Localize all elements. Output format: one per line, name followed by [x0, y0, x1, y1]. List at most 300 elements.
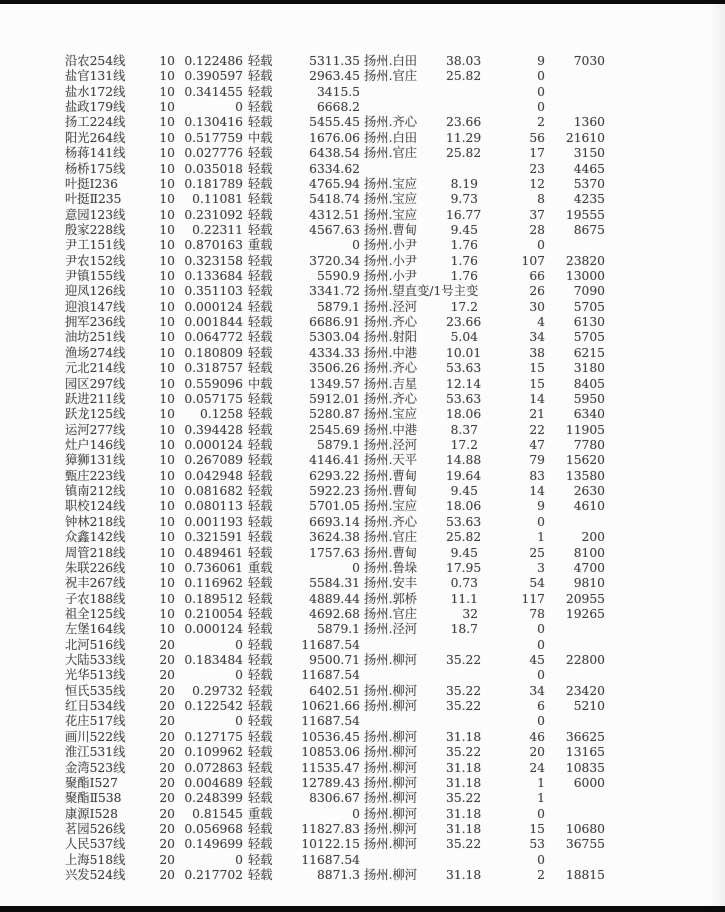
energy-value: 3415.5 — [316, 84, 360, 99]
substation-location: 扬州.吉星 — [364, 376, 418, 391]
capacity-value: 9810 — [573, 576, 605, 591]
load-status: 轻载 — [248, 407, 273, 422]
line-name: 人民537线 — [65, 837, 126, 852]
capacity-value: 4235 — [573, 192, 605, 207]
line-name: 跃进211线 — [65, 391, 126, 406]
voltage-kv: 10 — [159, 591, 175, 606]
line-name: 兴发524线 — [65, 868, 126, 883]
load-status: 轻载 — [248, 668, 273, 683]
location-value: 31.18 — [446, 760, 482, 775]
energy-value: 4692.68 — [309, 606, 360, 621]
energy-value: 5879.1 — [316, 622, 360, 637]
count-value: 15 — [529, 821, 545, 836]
location-value: 8.37 — [450, 422, 478, 437]
load-status: 轻载 — [248, 821, 273, 836]
table-row — [65, 361, 610, 376]
load-status: 轻载 — [248, 284, 273, 299]
capacity-value: 13165 — [565, 745, 605, 760]
substation-location: 扬州.小尹 — [364, 269, 418, 284]
table-row — [65, 530, 610, 545]
line-name: 杨蒋141线 — [65, 146, 126, 161]
substation-location — [360, 162, 446, 177]
capacity-value — [545, 100, 605, 115]
line-name: 朱联226线 — [65, 560, 126, 575]
substation-location: 扬州.泾河 — [364, 299, 418, 314]
voltage-kv: 20 — [159, 760, 175, 775]
energy-value: 11687.54 — [301, 637, 360, 652]
count-value: 30 — [529, 299, 545, 314]
load-status: 轻载 — [248, 745, 273, 760]
load-status: 轻载 — [248, 192, 273, 207]
substation-location: 扬州.官庄 — [364, 530, 418, 545]
capacity-value: 18815 — [565, 868, 605, 883]
capacity-value: 200 — [581, 530, 605, 545]
location-value: 1.76 — [450, 253, 478, 268]
load-status: 轻载 — [248, 760, 273, 775]
energy-value: 5455.45 — [309, 115, 360, 130]
load-status: 轻载 — [248, 499, 273, 514]
loss-rate: 0.056968 — [184, 821, 243, 836]
count-value: 0 — [537, 84, 545, 99]
table-row — [65, 638, 610, 653]
capacity-value: 4610 — [573, 499, 605, 514]
location-value — [446, 100, 478, 115]
load-status: 轻载 — [248, 683, 273, 698]
load-status: 轻载 — [248, 146, 273, 161]
location-value: 9.45 — [450, 545, 478, 560]
energy-value: 5584.31 — [309, 576, 360, 591]
line-name: 光华513线 — [65, 668, 126, 683]
voltage-kv: 10 — [159, 407, 175, 422]
table-row — [65, 868, 610, 883]
loss-rate: 0.027776 — [184, 146, 243, 161]
capacity-value: 20955 — [565, 591, 605, 606]
table-row — [65, 85, 610, 100]
capacity-value: 15620 — [565, 453, 605, 468]
count-value: 4 — [537, 315, 545, 330]
capacity-value — [545, 622, 605, 637]
line-name: 众鑫142线 — [65, 530, 126, 545]
table-row — [65, 223, 610, 238]
load-status: 重载 — [248, 238, 273, 253]
substation-location: 扬州.白田 — [364, 130, 418, 145]
substation-location: 扬州.柳河 — [364, 821, 418, 836]
substation-location: 扬州.柳河 — [364, 653, 418, 668]
line-name: 左堡164线 — [65, 622, 126, 637]
energy-value: 10536.45 — [301, 729, 360, 744]
count-value: 78 — [529, 606, 545, 621]
location-value: 53.63 — [446, 391, 482, 406]
location-value: 35.22 — [446, 745, 482, 760]
loss-rate: 0.341455 — [184, 84, 243, 99]
location-value: 11.1 — [450, 591, 478, 606]
count-value: 0 — [537, 514, 545, 529]
load-status: 轻载 — [248, 161, 273, 176]
voltage-kv: 10 — [159, 130, 175, 145]
line-name: 祖全125线 — [65, 606, 126, 621]
count-value: 0 — [537, 852, 545, 867]
substation-location: 扬州.安丰 — [364, 576, 418, 591]
voltage-kv: 20 — [159, 868, 175, 883]
substation-location — [360, 853, 446, 868]
load-status: 轻载 — [248, 868, 273, 883]
line-name: 北河516线 — [65, 637, 126, 652]
energy-value: 6438.54 — [309, 146, 360, 161]
count-value: 14 — [529, 484, 545, 499]
substation-location: 扬州.柳河 — [364, 868, 418, 883]
table-row — [65, 807, 610, 822]
line-name: 叶挺Ⅱ235 — [65, 192, 122, 207]
table-row — [65, 146, 610, 161]
location-value: 5.04 — [450, 330, 478, 345]
voltage-kv: 10 — [159, 468, 175, 483]
table-row — [65, 162, 610, 177]
location-value: 17.2 — [450, 299, 478, 314]
voltage-kv: 20 — [159, 683, 175, 698]
energy-value: 5701.05 — [309, 499, 360, 514]
energy-value: 4567.63 — [309, 222, 360, 237]
energy-value: 5303.04 — [309, 330, 360, 345]
capacity-value — [545, 853, 605, 868]
location-value: 35.22 — [446, 791, 482, 806]
load-status: 轻载 — [248, 514, 273, 529]
capacity-value: 6000 — [573, 775, 605, 790]
energy-value: 3720.34 — [309, 253, 360, 268]
energy-value: 4334.33 — [309, 345, 360, 360]
energy-value: 11827.83 — [301, 821, 360, 836]
substation-location: 扬州.鲁垛 — [364, 560, 418, 575]
loss-rate: 0.133684 — [184, 269, 243, 284]
voltage-kv: 10 — [159, 69, 175, 84]
energy-value: 1676.06 — [309, 130, 360, 145]
count-value: 37 — [529, 207, 545, 222]
load-status: 轻载 — [248, 391, 273, 406]
count-value: 26 — [529, 284, 545, 299]
load-status: 轻载 — [248, 361, 273, 376]
load-status: 轻载 — [248, 84, 273, 99]
count-value: 0 — [537, 100, 545, 115]
line-name: 沿农254线 — [65, 54, 126, 68]
voltage-kv: 10 — [159, 391, 175, 406]
count-value: 14 — [529, 391, 545, 406]
loss-rate: 0.116962 — [184, 576, 243, 591]
substation-location: 扬州.柳河 — [364, 775, 418, 790]
substation-location: 扬州.小尹 — [364, 253, 418, 268]
load-status: 重载 — [248, 560, 273, 575]
table-row — [65, 330, 610, 345]
substation-location — [360, 668, 446, 683]
table-row — [65, 714, 610, 729]
table-row — [65, 69, 610, 84]
loss-rate: 0.189512 — [184, 591, 243, 606]
energy-value: 4146.41 — [309, 453, 360, 468]
count-value: 17 — [529, 146, 545, 161]
count-value: 0 — [537, 238, 545, 253]
substation-location — [360, 100, 446, 115]
line-name: 尹工151线 — [65, 238, 126, 253]
table-row — [65, 131, 610, 146]
load-status: 轻载 — [248, 222, 273, 237]
capacity-value: 5370 — [573, 176, 605, 191]
line-name: 拥军236线 — [65, 315, 126, 330]
count-value: 54 — [529, 576, 545, 591]
count-value: 2 — [537, 115, 545, 130]
table-row — [65, 54, 610, 69]
table-row — [65, 284, 610, 299]
location-value: 23.66 — [446, 115, 482, 130]
load-status: 轻载 — [248, 591, 273, 606]
count-value: 3 — [537, 560, 545, 575]
energy-value: 1757.63 — [309, 545, 360, 560]
voltage-kv: 10 — [159, 222, 175, 237]
voltage-kv: 10 — [159, 545, 175, 560]
table-row — [65, 238, 610, 253]
substation-location: 扬州.曹甸 — [364, 222, 418, 237]
substation-location: 扬州.小尹 — [364, 238, 418, 253]
energy-value: 5311.35 — [309, 54, 360, 68]
loss-rate: 0.29732 — [192, 683, 243, 698]
count-value: 45 — [529, 653, 545, 668]
table-row — [65, 115, 610, 130]
line-name: 元北214线 — [65, 361, 126, 376]
loss-rate: 0.130416 — [184, 115, 243, 130]
load-status: 轻载 — [248, 484, 273, 499]
line-name: 跃龙125线 — [65, 407, 126, 422]
loss-rate: 0.122486 — [184, 54, 243, 68]
line-name: 钟林218线 — [65, 514, 126, 529]
count-value: 6 — [537, 699, 545, 714]
loss-rate: 0 — [235, 852, 243, 867]
table-row — [65, 423, 610, 438]
table-row — [65, 100, 610, 115]
voltage-kv: 10 — [159, 192, 175, 207]
energy-value: 11535.47 — [301, 760, 360, 775]
location-value: 25.82 — [446, 530, 482, 545]
table-row — [65, 407, 610, 422]
table-row — [65, 730, 610, 745]
substation-location: 扬州.柳河 — [364, 837, 418, 852]
location-value: 0.73 — [450, 576, 478, 591]
load-status: 轻载 — [248, 345, 273, 360]
scan-edge-bottom-bar — [0, 906, 725, 912]
capacity-value: 7780 — [573, 437, 605, 452]
voltage-kv: 10 — [159, 345, 175, 360]
voltage-kv: 20 — [159, 791, 175, 806]
loss-rate: 0 — [235, 100, 243, 115]
line-name: 殷家228线 — [65, 222, 126, 237]
substation-location: 扬州.柳河 — [364, 791, 418, 806]
substation-location: 扬州.齐心 — [364, 514, 418, 529]
location-value: 17.2 — [450, 437, 478, 452]
capacity-value: 2630 — [573, 484, 605, 499]
energy-value: 4889.44 — [309, 591, 360, 606]
location-value: 25.82 — [446, 69, 482, 84]
load-status: 轻载 — [248, 207, 273, 222]
energy-value: 11687.54 — [301, 668, 360, 683]
loss-rate: 0 — [235, 637, 243, 652]
line-name: 迎浪147线 — [65, 299, 126, 314]
location-value: 53.63 — [446, 361, 482, 376]
line-name: 灶户146线 — [65, 437, 126, 452]
energy-value: 3341.72 — [309, 284, 360, 299]
load-status: 轻载 — [248, 330, 273, 345]
location-value: 32 — [462, 606, 478, 621]
loss-rate: 0.210054 — [184, 606, 243, 621]
energy-value: 10122.15 — [301, 837, 360, 852]
loss-rate: 0.035018 — [184, 161, 243, 176]
voltage-kv: 20 — [159, 653, 175, 668]
count-value: 2 — [537, 868, 545, 883]
voltage-kv: 10 — [159, 376, 175, 391]
capacity-value: 10680 — [565, 821, 605, 836]
location-value: 14.88 — [446, 453, 482, 468]
load-status: 轻载 — [248, 606, 273, 621]
voltage-kv: 20 — [159, 729, 175, 744]
location-value: 31.18 — [446, 729, 482, 744]
capacity-value: 6215 — [573, 345, 605, 360]
substation-location — [360, 638, 446, 653]
substation-location: 扬州.宝应 — [364, 192, 418, 207]
load-status: 轻载 — [248, 453, 273, 468]
capacity-value: 11905 — [565, 422, 605, 437]
voltage-kv: 20 — [159, 637, 175, 652]
count-value: 34 — [529, 683, 545, 698]
energy-value: 2963.45 — [309, 69, 360, 84]
load-status: 轻载 — [248, 530, 273, 545]
line-name: 杨桥175线 — [65, 161, 126, 176]
energy-value: 4765.94 — [309, 176, 360, 191]
line-name: 尹农152线 — [65, 253, 126, 268]
count-value: 1 — [537, 775, 545, 790]
energy-value: 6668.2 — [316, 100, 360, 115]
capacity-value: 23820 — [565, 253, 605, 268]
energy-value: 8871.3 — [316, 868, 360, 883]
line-name: 叶挺Ⅰ236 — [65, 176, 118, 191]
voltage-kv: 10 — [159, 484, 175, 499]
voltage-kv: 10 — [159, 284, 175, 299]
line-name: 祝丰267线 — [65, 576, 126, 591]
line-name: 茗园526线 — [65, 821, 126, 836]
loss-rate: 0.11081 — [192, 192, 243, 207]
load-status: 轻载 — [248, 653, 273, 668]
line-name: 恒氏535线 — [65, 683, 126, 698]
table-row — [65, 822, 610, 837]
loss-rate: 0.080113 — [184, 499, 243, 514]
load-status: 轻载 — [248, 714, 273, 729]
load-status: 中载 — [248, 130, 273, 145]
table-row — [65, 484, 610, 499]
voltage-kv: 10 — [159, 315, 175, 330]
location-value: 10.01 — [446, 345, 482, 360]
capacity-value — [545, 807, 605, 822]
location-value: 12.14 — [446, 376, 482, 391]
substation-location: 扬州.官庄 — [364, 69, 418, 84]
energy-value: 12789.43 — [301, 775, 360, 790]
energy-value: 3506.26 — [309, 361, 360, 376]
location-value: 18.7 — [450, 622, 478, 637]
capacity-value: 5950 — [573, 391, 605, 406]
count-value: 79 — [529, 453, 545, 468]
loss-rate: 0.318757 — [184, 361, 243, 376]
line-name: 油坊251线 — [65, 330, 126, 345]
voltage-kv: 10 — [159, 299, 175, 314]
table-row — [65, 699, 610, 714]
substation-location: 扬州.齐心 — [364, 361, 418, 376]
capacity-value: 13580 — [565, 468, 605, 483]
capacity-value — [545, 238, 605, 253]
count-value: 15 — [529, 361, 545, 376]
capacity-value: 7090 — [573, 284, 605, 299]
substation-location: 扬州.泾河 — [364, 437, 418, 452]
capacity-value — [545, 85, 605, 100]
voltage-kv: 10 — [159, 161, 175, 176]
substation-location: 扬州.齐心 — [364, 315, 418, 330]
loss-rate: 0.127175 — [184, 729, 243, 744]
count-value: 0 — [537, 806, 545, 821]
energy-value: 8306.67 — [309, 791, 360, 806]
load-status: 轻载 — [248, 729, 273, 744]
count-value: 66 — [529, 269, 545, 284]
load-status: 轻载 — [248, 775, 273, 790]
loss-rate: 0.489461 — [184, 545, 243, 560]
line-name: 意园123线 — [65, 207, 126, 222]
substation-location: 扬州.柳河 — [364, 729, 418, 744]
substation-location: 扬州.宝应 — [364, 407, 418, 422]
line-name: 花庄517线 — [65, 714, 126, 729]
count-value: 0 — [537, 668, 545, 683]
table-row — [65, 515, 610, 530]
loss-rate: 0.248399 — [184, 791, 243, 806]
capacity-value: 36755 — [565, 837, 605, 852]
loss-rate: 0.004689 — [184, 775, 243, 790]
loss-rate: 0.181789 — [184, 176, 243, 191]
energy-value: 5922.23 — [309, 484, 360, 499]
energy-value: 5418.74 — [309, 192, 360, 207]
energy-value: 0 — [352, 560, 360, 575]
load-status: 轻载 — [248, 176, 273, 191]
line-name: 尹镇155线 — [65, 269, 126, 284]
line-name: 扬工224线 — [65, 115, 126, 130]
location-value: 38.03 — [446, 54, 482, 68]
location-value: 35.22 — [446, 653, 482, 668]
energy-value: 5590.9 — [316, 269, 360, 284]
location-value: 35.22 — [446, 837, 482, 852]
substation-location: 扬州.郭桥 — [364, 591, 418, 606]
loss-rate: 0.390597 — [184, 69, 243, 84]
count-value: 0 — [537, 637, 545, 652]
location-value: 31.18 — [446, 821, 482, 836]
energy-value: 3624.38 — [309, 530, 360, 545]
location-value: 11.29 — [446, 130, 482, 145]
table-row — [65, 300, 610, 315]
table-row — [65, 254, 610, 269]
load-status: 轻载 — [248, 468, 273, 483]
line-name: 画川522线 — [65, 729, 126, 744]
energy-value: 5912.01 — [309, 391, 360, 406]
load-status: 轻载 — [248, 299, 273, 314]
location-value: 9.45 — [450, 222, 478, 237]
location-value: 31.18 — [446, 806, 482, 821]
loss-rate: 0.001844 — [184, 315, 243, 330]
load-status: 轻载 — [248, 437, 273, 452]
location-value: 31.18 — [446, 775, 482, 790]
count-value: 25 — [529, 545, 545, 560]
voltage-kv: 10 — [159, 437, 175, 452]
substation-location: 扬州.泾河 — [364, 622, 418, 637]
load-status: 轻载 — [248, 699, 273, 714]
line-name: 金湾523线 — [65, 760, 126, 775]
loss-rate: 0.001193 — [184, 514, 243, 529]
